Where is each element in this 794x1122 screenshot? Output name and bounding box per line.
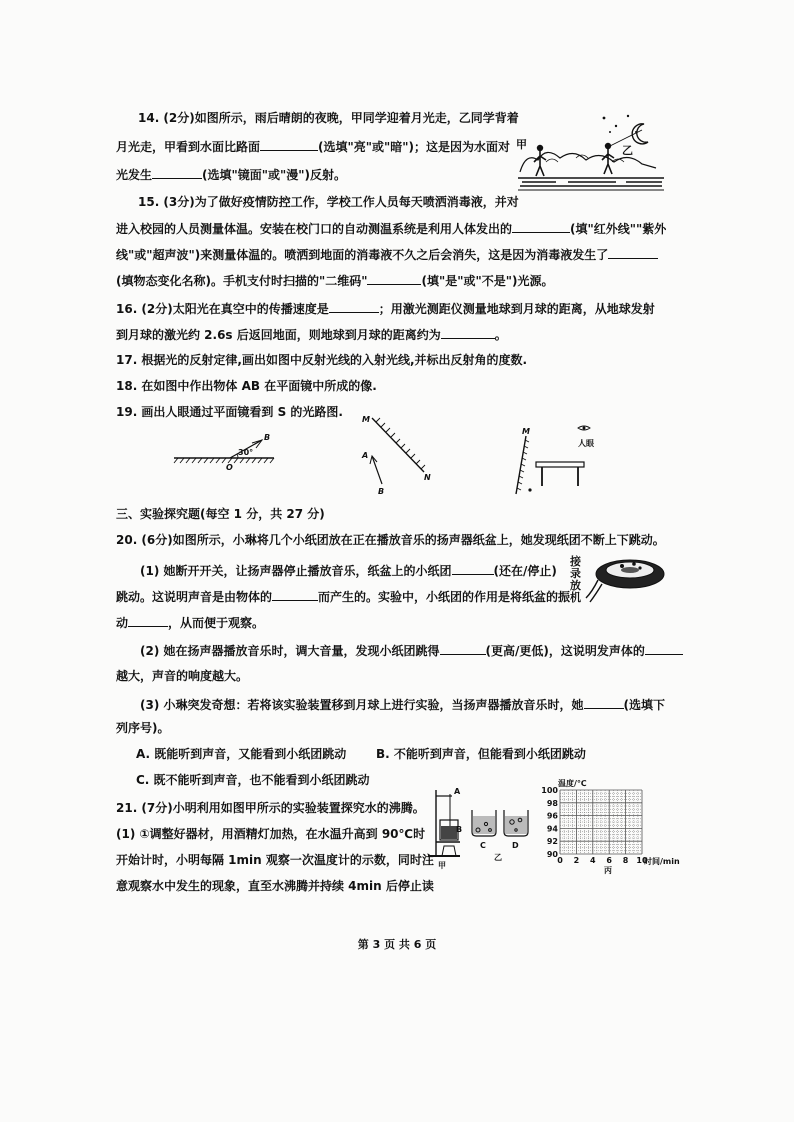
q21-fig-label-jia: 甲 [438, 861, 446, 870]
q20-line1: 20. (6分)如图所示，小琳将几个小纸团放在正在播放音乐的扬声器纸盆上，她发现纸团不断上下跳动。 [116, 533, 665, 547]
q20-blank3 [128, 614, 168, 627]
graph-ytick-label: 90 [546, 850, 558, 859]
graph-ytick-label: 96 [546, 811, 558, 821]
q16-blank1 [329, 300, 379, 313]
q17-label-b: B [264, 433, 271, 442]
graph-ytick-label: 94 [546, 824, 558, 834]
q14-label-yi: 乙 [622, 144, 633, 157]
q20-option-c: C. 既不能听到声音，也不能看到小纸团跳动 [136, 773, 370, 787]
graph-ytick-label: 98 [546, 798, 558, 808]
q18-label-b: B [378, 487, 385, 496]
q20-p3-line1: (3) 小琳突发奇想：若将该实验装置移到月球上进行实验，当扬声器播放音乐时，她 (选填下 [140, 698, 665, 712]
q20-speaker-figure [584, 548, 666, 610]
q15-blank2 [608, 246, 658, 259]
q21-graph-xlabel: 时间/min [644, 857, 680, 866]
q20-p2-line2: 越大，声音的响度越大。 [116, 669, 249, 683]
q20-p1-line1: (1) 她断开开关，让扬声器停止播放音乐，纸盆上的小纸团 (还在/停止) [140, 564, 557, 578]
q17-reflection-figure [170, 430, 280, 472]
graph-xtick-label: 2 [573, 856, 580, 865]
q21-boiling-apparatus-figure [426, 786, 538, 872]
q17-text: 17. 根据光的反射定律,画出如图中反射光线的入射光线,并标出反射角的度数. [116, 353, 528, 367]
q14-night-scene-figure [516, 112, 666, 194]
q21-graph-label-bing: 丙 [604, 866, 612, 875]
q16-blank2 [441, 326, 495, 339]
q20-p1-line3: 动 ，从而便于观察。 [116, 616, 265, 630]
q21-graph-ylabel: 温度/℃ [558, 779, 587, 788]
q20-p2-line1: (2) 她在扬声器播放音乐时，调大音量，发现小纸团跳得 (更高/更低)，这说明发声体的 [140, 642, 683, 659]
q21-fig-label-d: D [512, 841, 519, 850]
q16-line2: 到月球的激光约 2.6s 后返回地面，则地球到月球的距离约为 。 [116, 328, 507, 342]
q21-fig-label-a: A [454, 787, 461, 796]
q21-line4: 意观察水中发生的现象，直至水沸腾并持续 4min 后停止读 [116, 879, 434, 893]
graph-ytick-label: 100 [541, 786, 558, 795]
q20-blank5 [645, 642, 683, 655]
q18-label-m: M [362, 415, 370, 424]
q20-option-b: B. 不能听到声音，但能看到小纸团跳动 [376, 747, 586, 761]
q14-line3: 光发生 (选填"镜面"或"漫")反射。 [116, 168, 346, 182]
graph-xtick-label: 6 [606, 856, 612, 865]
q21-fig-label-b: B [456, 825, 463, 834]
q19-text: 19. 画出人眼通过平面镜看到 S 的光路图. [116, 405, 343, 419]
q20-option-a: A. 既能听到声音，又能看到小纸团跳动 [136, 747, 347, 761]
q20-blank6 [584, 696, 624, 709]
q14-blank2 [152, 166, 202, 179]
q21-line2: (1) ①调整好器材，用酒精灯加热，在水温升高到 90℃时 [116, 827, 426, 841]
q18-label-n: N [424, 473, 431, 482]
graph-xtick-label: 8 [622, 856, 629, 865]
q21-fig-label-yi: 乙 [494, 853, 502, 862]
graph-xtick-label: 0 [557, 856, 563, 865]
q21-temperature-graph [540, 778, 700, 874]
graph-xticks [557, 856, 648, 865]
q21-line1: 21. (7分)小明利用如图甲所示的实验装置探究水的沸腾。 [116, 801, 425, 815]
q14-line2: 月光走，甲看到水面比路面 (选填"亮"或"暗")；这是因为水面对 [116, 140, 510, 154]
graph-yticks [541, 786, 558, 859]
q17-angle-label: 30° [238, 448, 254, 457]
q18-mirror-figure [360, 414, 440, 494]
graph-xtick-label: 10 [636, 856, 648, 865]
q14-label-jia: 甲 [516, 138, 527, 151]
q21-line3: 开始计时，小明每隔 1min 观察一次温度计的示数，同时注 [116, 853, 434, 867]
q20-blank2 [272, 588, 318, 601]
q18-label-a: A [362, 451, 369, 460]
q20-p1-line2: 跳动。这说明声音是由物体的 而产生的。实验中，小纸团的作用是将纸盆的振 [116, 590, 571, 604]
q19-label-eye: 人眼 [578, 439, 594, 448]
q15-line2: 进入校园的人员测量体温。安装在校门口的自动测温系统是利用人体发出的 (填"红外线""紫外 [116, 222, 667, 236]
q20-fig-label: 接 录 放 机 [570, 555, 581, 604]
q15-line1: 15. (3分)为了做好疫情防控工作，学校工作人员每天喷洒消毒液，并对 [138, 195, 519, 209]
graph-grid [560, 790, 642, 854]
q20-p3-line2: 列序号)。 [116, 721, 170, 735]
q20-blank1 [452, 562, 494, 575]
q20-blank4 [440, 642, 486, 655]
graph-xtick-label: 4 [590, 856, 596, 865]
q19-eye-mirror-figure [508, 424, 618, 498]
q16-line1: 16. (2分)太阳光在真空中的传播速度是 ；用激光测距仪测量地球到月球的距离，从地球发射 [116, 302, 655, 316]
q15-line3: 线"或"超声波")来测量体温的。喷洒到地面的消毒液不久之后会消失，这是因为消毒液发生了 [116, 246, 658, 263]
q14-line1: 14. (2分)如图所示，雨后晴朗的夜晚，甲同学迎着月光走，乙同学背着 [138, 111, 519, 125]
q18-text: 18. 在如图中作出物体 AB 在平面镜中所成的像. [116, 379, 377, 393]
q17-label-o: O [226, 463, 233, 472]
q14-blank1 [260, 138, 318, 151]
q19-label-m: M [522, 427, 530, 436]
q15-line4: (填物态变化名称)。手机支付时扫描的"二维码" (填"是"或"不是")光源。 [116, 274, 554, 288]
section3-title: 三、实验探究题(每空 1 分，共 27 分) [116, 507, 325, 521]
q15-blank3 [367, 272, 421, 285]
q21-fig-label-c: C [480, 841, 486, 850]
page-footer: 第 3 页 共 6 页 [357, 938, 437, 951]
graph-ytick-label: 92 [546, 837, 558, 847]
q15-blank1 [512, 220, 570, 233]
